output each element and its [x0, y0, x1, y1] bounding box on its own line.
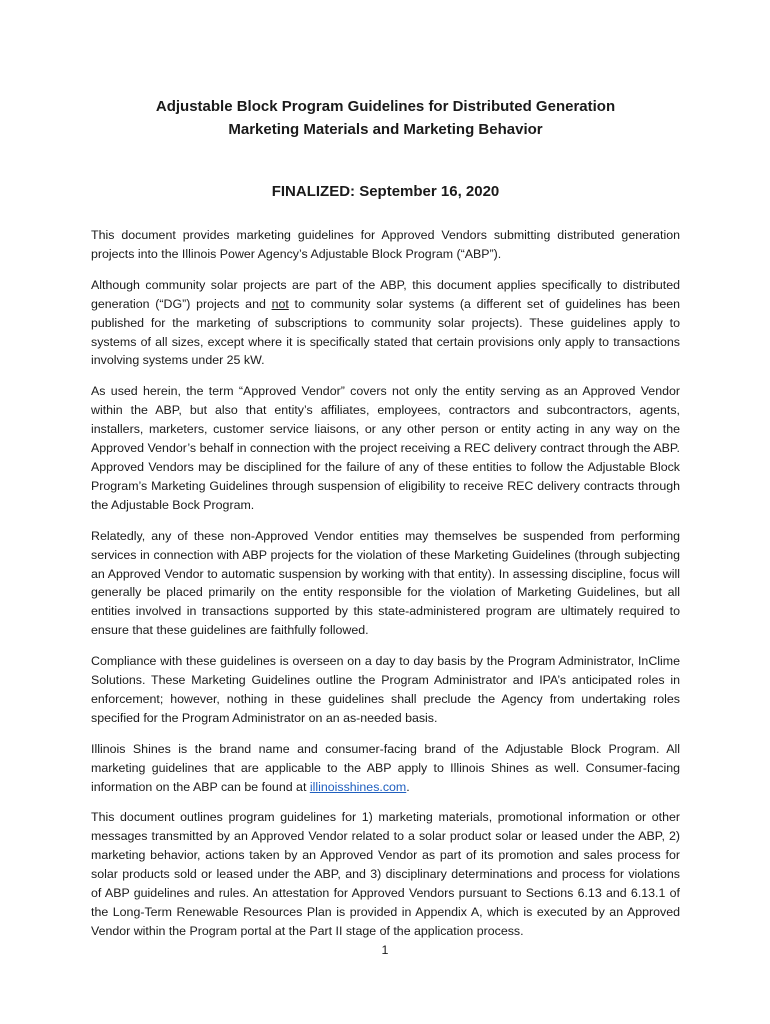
- paragraph-scope-part-2: to community solar systems (a different set of guidelines has been published for the marketing of subscriptions to community solar projects). These guidelines apply to systems of all sizes, except where it is specifically stated that certain provisions only apply to transactions involving systems under 25 kW.: [91, 296, 680, 368]
- paragraph-outline: This document outlines program guidelines for 1) marketing materials, promotional information or other messages transmitted by an Approved Vendor related to a solar product solar or leased under the ABP, 2) marketing behavior, actions taken by an Approved Vendor as part of its promotion and sales process for solar products sold or leased under the ABP, and 3) disciplinary determinations and process for violations of ABP guidelines and rules. An attestation for Approved Vendors pursuant to Sections 6.13 and 6.13.1 of the Long-Term Renewable Resources Plan is provided in Appendix A, which is executed by an Approved Vendor within the Program portal at the Part II stage of the application process.: [91, 810, 680, 938]
- paragraph-approved-vendor-definition: As used herein, the term “Approved Vendor” covers not only the entity serving as an Approved Vendor within the ABP, but also that entity’s affiliates, employees, contractors and subcontractors, agents, installers, marketers, customer service liaisons, or any other person or entity acting in any way on the Approved Vendor’s behalf in connection with the project receiving a REC delivery contract through the ABP. Approved Vendors may be disciplined for the failure of any of these entities to follow the Adjustable Block Program’s Marketing Guidelines through suspension of eligibility to receive REC delivery contracts through the Adjustable Bock Program.: [91, 384, 680, 512]
- paragraph-illinois-shines-part-2: .: [406, 779, 410, 794]
- paragraph-scope-part-1: Although community solar projects are part of the ABP, this document applies specifically to distributed generation (“DG”) projects and: [91, 277, 680, 311]
- paragraph-intro: This document provides marketing guidelines for Approved Vendors submitting distributed generation projects into the Illinois Power Agency’s Adjustable Block Program (“ABP”).: [91, 228, 680, 261]
- title-line-2: Marketing Materials and Marketing Behavior: [228, 121, 543, 138]
- paragraph-compliance: Compliance with these guidelines is overseen on a day to day basis by the Program Administrator, InClime Solutions. These Marketing Guidelines outline the Program Administrator and IPA’s anticipated roles in enforcement; however, nothing in these guidelines shall preclude the Agency from undertaking roles specified for the Program Administrator on an as-needed basis.: [91, 654, 680, 725]
- title-line-1: Adjustable Block Program Guidelines for Distributed Generation: [155, 98, 616, 115]
- document-title: [91, 0, 680, 141]
- paragraph-illinois-shines-part-1: Illinois Shines is the brand name and consumer-facing brand of the Adjustable Block Program. All marketing guidelines that are applicable to the ABP apply to Illinois Shines as well. Consumer-facing information on the ABP can be found at: [91, 741, 680, 794]
- paragraph-illinois-shines: [91, 740, 680, 797]
- paragraph-scope: [91, 276, 680, 371]
- finalized-date: FINALIZED: September 16, 2020: [271, 183, 500, 200]
- underlined-not: not: [271, 296, 289, 311]
- paragraph-suspension: Relatedly, any of these non-Approved Vendor entities may themselves be suspended from performing services in connection with ABP projects for the violation of these Marketing Guidelines (through subjecting an Approved Vendor to automatic suspension by working with that entity). In assessing discipline, focus will generally be placed primarily on the entity responsible for the violation of Marketing Guidelines, but all entities involved in transactions supported by this state-administered program are ultimately required to ensure that these guidelines are faithfully followed.: [91, 528, 680, 638]
- illinoisshines-link[interactable]: illinoisshines.com: [309, 779, 407, 794]
- page-number: 1: [381, 943, 389, 957]
